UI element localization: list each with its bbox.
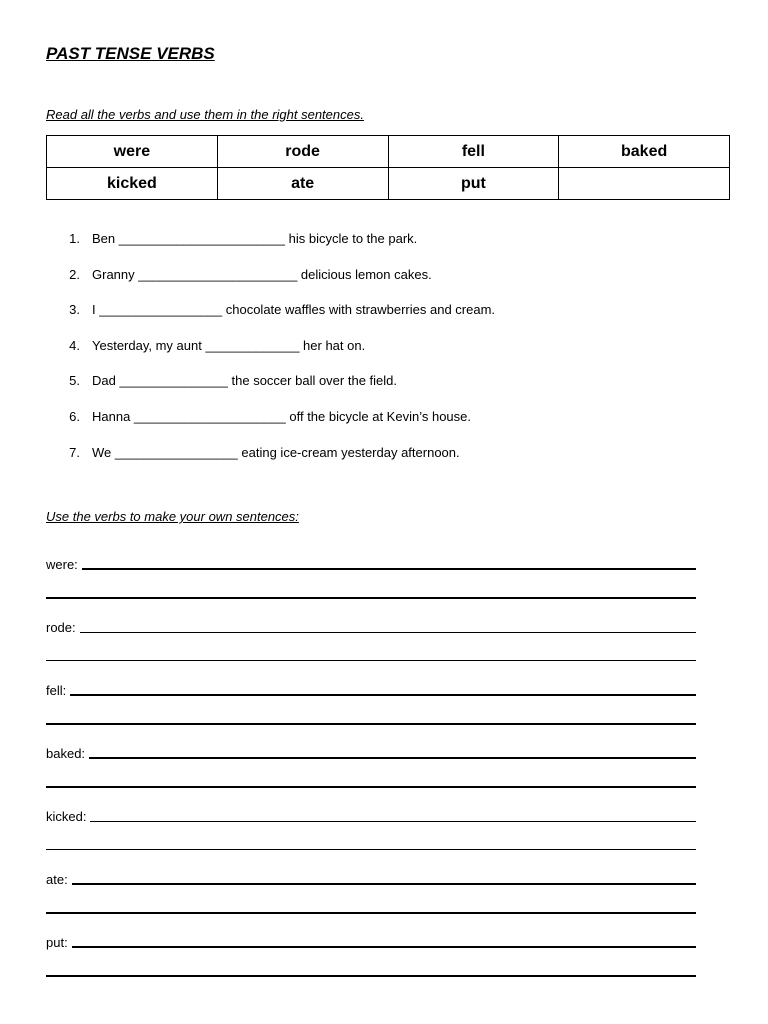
writing-line[interactable] xyxy=(46,698,696,725)
writing-block-ate xyxy=(46,867,696,914)
verb-label: fell: xyxy=(46,683,67,698)
list-item xyxy=(46,267,495,303)
item-number: 7. xyxy=(69,444,80,460)
writing-block-rode xyxy=(46,615,696,661)
sentence-text: Granny ______________________ delicious lemon cakes. xyxy=(92,266,432,282)
list-item xyxy=(46,409,495,445)
item-number: 6. xyxy=(69,408,80,424)
verb-cell: were xyxy=(47,136,218,168)
sentence-text: Dad _______________ the soccer ball over the field. xyxy=(92,373,397,389)
verb-label: ate: xyxy=(46,872,68,887)
verb-cell: baked xyxy=(559,136,730,168)
writing-line[interactable] xyxy=(46,887,696,914)
writing-block-put xyxy=(46,930,696,977)
list-item xyxy=(46,302,495,338)
verb-cell: kicked xyxy=(47,168,218,200)
writing-line[interactable] xyxy=(46,761,696,788)
writing-block-kicked xyxy=(46,804,696,850)
writing-line[interactable] xyxy=(72,883,696,885)
verb-table xyxy=(46,135,730,200)
writing-line[interactable] xyxy=(70,694,696,696)
sentence-text: We _________________ eating ice-cream yesterday afternoon. xyxy=(92,444,460,460)
writing-line[interactable] xyxy=(46,950,696,977)
writing-line[interactable] xyxy=(46,572,696,599)
instruction-own-sentences: Use the verbs to make your own sentences: xyxy=(46,509,299,524)
sentence-text: I _________________ chocolate waffles with strawberries and cream. xyxy=(92,302,496,318)
writing-line[interactable] xyxy=(72,946,696,948)
sentence-text: Ben _______________________ his bicycle to the park. xyxy=(92,231,418,246)
verb-label: kicked: xyxy=(46,809,87,824)
item-number: 3. xyxy=(69,302,80,318)
verb-cell-empty xyxy=(559,168,730,200)
list-item xyxy=(46,231,495,267)
list-item xyxy=(46,338,495,374)
verb-table-row xyxy=(47,136,730,168)
page-title: PAST TENSE VERBS xyxy=(46,44,215,63)
fill-in-sentence-list xyxy=(46,231,495,480)
verb-cell: fell xyxy=(388,136,559,168)
sentence-text: Yesterday, my aunt _____________ her hat on. xyxy=(92,337,366,353)
verb-label: baked: xyxy=(46,746,86,761)
writing-line[interactable] xyxy=(82,568,696,570)
writing-line[interactable] xyxy=(89,757,696,759)
item-number: 1. xyxy=(69,231,80,246)
item-number: 4. xyxy=(69,337,80,353)
writing-block-fell xyxy=(46,678,696,725)
verb-cell: ate xyxy=(217,168,388,200)
verb-label: put: xyxy=(46,935,68,950)
writing-block-were xyxy=(46,552,696,599)
writing-line[interactable] xyxy=(46,824,696,850)
item-number: 2. xyxy=(69,266,80,282)
verb-table-row xyxy=(47,168,730,200)
writing-block-baked xyxy=(46,741,696,788)
list-item xyxy=(46,445,495,481)
sentence-text: Hanna _____________________ off the bicycle at Kevin’s house. xyxy=(92,408,471,424)
list-item xyxy=(46,373,495,409)
writing-line[interactable] xyxy=(80,632,696,633)
item-number: 5. xyxy=(69,373,80,389)
verb-label: rode: xyxy=(46,620,76,635)
writing-line[interactable] xyxy=(90,821,696,822)
writing-line[interactable] xyxy=(46,635,696,661)
verb-label: were: xyxy=(46,557,78,572)
verb-cell: rode xyxy=(217,136,388,168)
instruction-read-verbs: Read all the verbs and use them in the right sentences. xyxy=(46,107,364,122)
verb-cell: put xyxy=(388,168,559,200)
